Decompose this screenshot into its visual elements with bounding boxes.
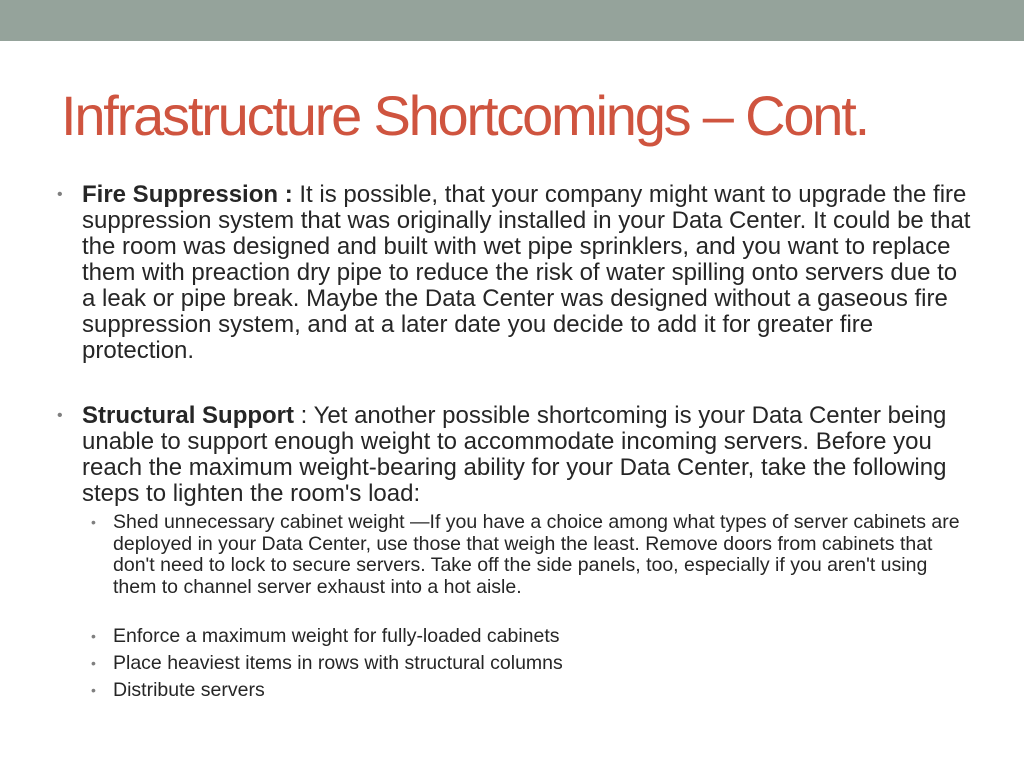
sub-bullet-max-weight <box>91 625 973 648</box>
sub-bullet-icon: • <box>91 628 96 644</box>
sub-bullet-icon: • <box>91 514 96 530</box>
bullet-icon: • <box>57 407 63 424</box>
bullet-structural-support <box>57 402 972 507</box>
sub-bullet-heaviest-items <box>91 652 973 675</box>
sub-bullet-text: Shed unnecessary cabinet weight —If you have a choice among what types of server cabinets are deployed in your Data Center, use those that weigh the least. Remove doors from cabinets that don't need to lock to secure servers. Take off the side panels, too, especially if you aren't using them to channel server exhaust into a hot aisle. <box>113 511 960 598</box>
sub-bullet-icon: • <box>91 655 96 671</box>
sub-bullet-text: Distribute servers <box>113 679 265 701</box>
bullet-text: It is possible, that your company might want to upgrade the fire suppression system that was originally installed in your Data Center. It could be that the room was designed and built with wet pipe sprinklers, and you want to replace them with preaction dry pipe to reduce the risk of water spilling onto servers due to a leak or pipe break. Maybe the Data Center was designed without a gaseous fire suppression system, and at a later date you decide to add it for greater fire protection. <box>82 181 971 364</box>
sub-bullet-text: Enforce a maximum weight for fully-loaded cabinets <box>113 625 560 647</box>
slide-title: Infrastructure Shortcomings – Cont. <box>61 84 868 147</box>
sub-bullet-icon: • <box>91 682 96 698</box>
bullet-fire-suppression <box>57 181 972 364</box>
sub-bullet-text: Place heaviest items in rows with structural columns <box>113 652 563 674</box>
bullet-icon: • <box>57 186 63 203</box>
bullet-text: : Yet another possible shortcoming is your Data Center being unable to support enough weight to accommodate incoming servers. Before you reach the maximum weight-bearing ability for your Data Center, take the following steps to lighten the room's load: <box>82 402 947 507</box>
bullet-heading: Fire Suppression : <box>82 181 293 208</box>
sub-bullet-shed-weight <box>91 511 973 598</box>
sub-bullet-distribute-servers <box>91 679 973 702</box>
bullet-heading: Structural Support <box>82 402 295 429</box>
